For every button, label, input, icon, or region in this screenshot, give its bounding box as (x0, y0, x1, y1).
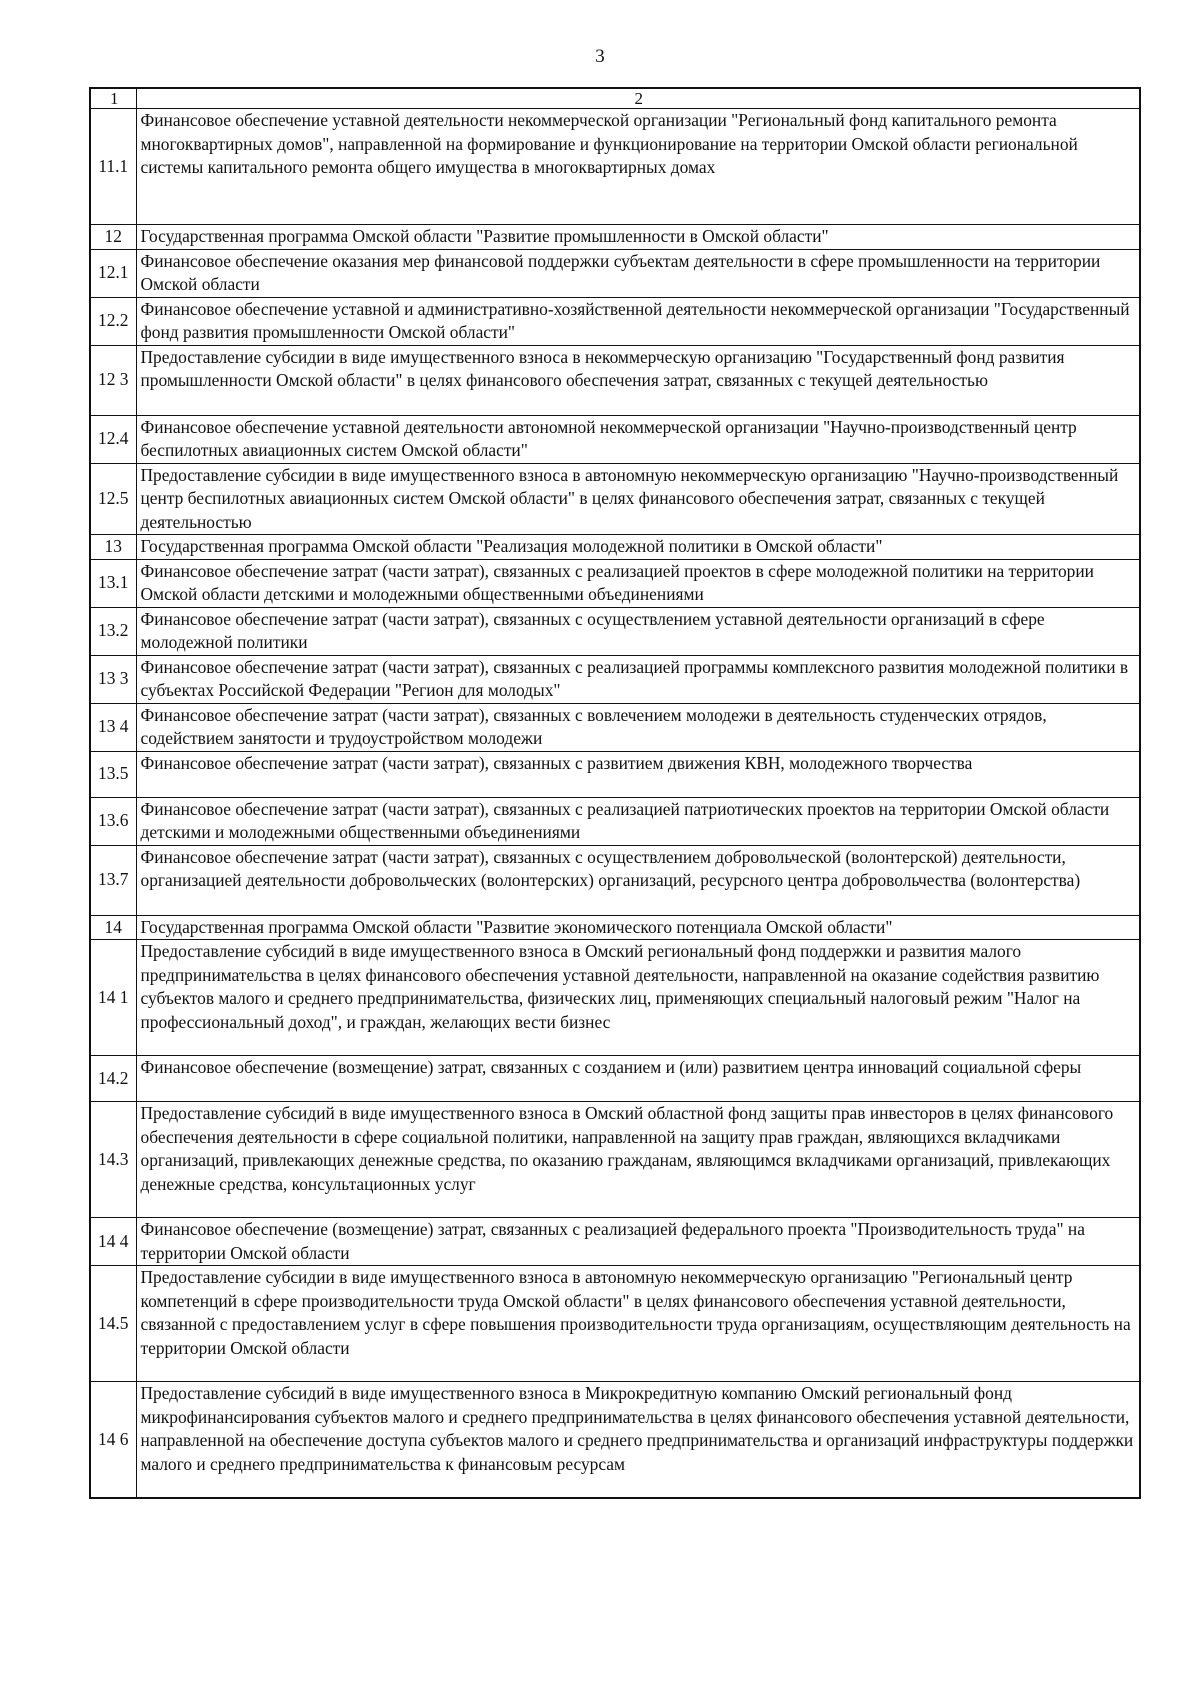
table-row (90, 1266, 1140, 1382)
row-text: Финансовое обеспечение затрат (части затрат), связанных с вовлечением молодежи в деятельность студенческих отрядов, содействием занятости и трудоустройством молодежи (136, 703, 1140, 751)
row-number: 13.7 (90, 845, 136, 915)
table-row (90, 463, 1140, 535)
document-table-body (90, 88, 1140, 1498)
table-row (90, 845, 1140, 915)
row-number: 12.2 (90, 297, 136, 345)
row-number: 12.5 (90, 463, 136, 535)
row-number: 14.3 (90, 1102, 136, 1218)
row-number: 13.6 (90, 797, 136, 845)
table-row (90, 297, 1140, 345)
table-row (90, 703, 1140, 751)
column-header-text: 2 (136, 88, 1140, 109)
row-text: Государственная программа Омской области "Реализация молодежной политики в Омской области" (136, 535, 1140, 560)
row-number: 14 (90, 915, 136, 940)
table-row (90, 751, 1140, 797)
table-row (90, 109, 1140, 225)
table-row (90, 607, 1140, 655)
row-text: Финансовое обеспечение затрат (части затрат), связанных с реализацией программы комплексного развития молодежной политики в субъектах Российской Федерации "Регион для молодых" (136, 655, 1140, 703)
row-text: Предоставление субсидий в виде имущественного взноса в Микрокредитную компанию Омский региональный фонд микрофинансирования субъектов малого и среднего предпринимательства в целях финансового обеспечения уставной деятельности, направленной на обеспечение доступа субъектов малого и среднего предпринимательства и организаций инфраструктуры поддержки малого и среднего предпринимательства к финансовым ресурсам (136, 1382, 1140, 1498)
table-row (90, 915, 1140, 940)
row-text: Предоставление субсидий в виде имущественного взноса в Омский областной фонд защиты прав инвесторов в целях финансового обеспечения деятельности в сфере социальной политики, направленной на защиту прав граждан, являющихся вкладчиками организаций, привлекающих денежные средства, по оказанию гражданам, являющимся вкладчиками организаций, привлекающих денежные средства, консультационных услуг (136, 1102, 1140, 1218)
row-number: 12 (90, 225, 136, 250)
row-text: Финансовое обеспечение (возмещение) затрат, связанных с реализацией федерального проекта "Производительность труда" на территории Омской области (136, 1218, 1140, 1266)
page-number: 3 (595, 46, 605, 67)
row-text: Государственная программа Омской области "Развитие экономического потенциала Омской области" (136, 915, 1140, 940)
document-table (89, 87, 1141, 1499)
table-row (90, 1218, 1140, 1266)
row-text: Финансовое обеспечение затрат (части затрат), связанных с реализацией патриотических проектов на территории Омской области детскими и молодежными общественными объединениями (136, 797, 1140, 845)
row-number: 13 3 (90, 655, 136, 703)
column-header-number: 1 (90, 88, 136, 109)
table-row (90, 249, 1140, 297)
row-text: Финансовое обеспечение оказания мер финансовой поддержки субъектам деятельности в сфере промышленности на территории Омской области (136, 249, 1140, 297)
table-row (90, 225, 1140, 250)
table-row (90, 1382, 1140, 1498)
row-number: 12.4 (90, 415, 136, 463)
row-text: Финансовое обеспечение затрат (части затрат), связанных с реализацией проектов в сфере молодежной политики на территории Омской области детскими и молодежными общественными объединениями (136, 559, 1140, 607)
row-text: Предоставление субсидии в виде имущественного взноса в некоммерческую организацию "Государственный фонд развития промышленности Омской области" в целях финансового обеспечения затрат, связанных с текущей деятельностью (136, 345, 1140, 415)
table-row (90, 535, 1140, 560)
row-number: 14 1 (90, 940, 136, 1056)
row-number: 14.5 (90, 1266, 136, 1382)
row-number: 13.2 (90, 607, 136, 655)
row-number: 12.1 (90, 249, 136, 297)
row-text: Предоставление субсидий в виде имущественного взноса в Омский региональный фонд поддержки и развития малого предпринимательства в целях финансового обеспечения уставной деятельности, направленной на оказание содействия развитию субъектов малого и среднего предпринимательства, физических лиц, применяющих специальный налоговый режим "Налог на профессиональный доход", и граждан, желающих вести бизнес (136, 940, 1140, 1056)
row-number: 13.1 (90, 559, 136, 607)
table-row (90, 797, 1140, 845)
table-row (90, 559, 1140, 607)
table-row (90, 415, 1140, 463)
table-row (90, 940, 1140, 1056)
row-text: Финансовое обеспечение уставной деятельности некоммерческой организации "Региональный фонд капитального ремонта многоквартирных домов", направленной на формирование и функционирование на территории Омской области региональной системы капитального ремонта общего имущества в многоквартирных домах (136, 109, 1140, 225)
row-number: 14.2 (90, 1056, 136, 1102)
row-text: Финансовое обеспечение (возмещение) затрат, связанных с созданием и (или) развитием центра инноваций социальной сферы (136, 1056, 1140, 1102)
row-number: 12 3 (90, 345, 136, 415)
row-text: Государственная программа Омской области "Развитие промышленности в Омской области" (136, 225, 1140, 250)
row-number: 13.5 (90, 751, 136, 797)
table-row (90, 1056, 1140, 1102)
row-text: Финансовое обеспечение затрат (части затрат), связанных с развитием движения КВН, молодежного творчества (136, 751, 1140, 797)
row-number: 13 (90, 535, 136, 560)
table-row (90, 655, 1140, 703)
table-row (90, 345, 1140, 415)
row-text: Финансовое обеспечение затрат (части затрат), связанных с осуществлением добровольческой (волонтерской) деятельности, организацией деятельности добровольческих (волонтерских) организаций, ресурсного центра добровольчества (волонтерства) (136, 845, 1140, 915)
table-header-row (90, 88, 1140, 109)
row-text: Предоставление субсидии в виде имущественного взноса в автономную некоммерческую организацию "Региональный центр компетенций в сфере производительности труда Омской области" в целях финансового обеспечения уставной деятельности, связанной с предоставлением услуг в сфере повышения производительности труда организациям, осуществляющим деятельность на территории Омской области (136, 1266, 1140, 1382)
row-number: 14 4 (90, 1218, 136, 1266)
row-number: 13 4 (90, 703, 136, 751)
row-text: Предоставление субсидии в виде имущественного взноса в автономную некоммерческую организацию "Научно-производственный центр беспилотных авиационных систем Омской области" в целях финансового обеспечения затрат, связанных с текущей деятельностью (136, 463, 1140, 535)
row-text: Финансовое обеспечение уставной деятельности автономной некоммерческой организации "Научно-производственный центр беспилотных авиационных систем Омской области" (136, 415, 1140, 463)
table-row (90, 1102, 1140, 1218)
row-number: 14 6 (90, 1382, 136, 1498)
row-number: 11.1 (90, 109, 136, 225)
row-text: Финансовое обеспечение затрат (части затрат), связанных с осуществлением уставной деятельности организаций в сфере молодежной политики (136, 607, 1140, 655)
row-text: Финансовое обеспечение уставной и административно-хозяйственной деятельности некоммерческой организации "Государственный фонд развития промышленности Омской области" (136, 297, 1140, 345)
